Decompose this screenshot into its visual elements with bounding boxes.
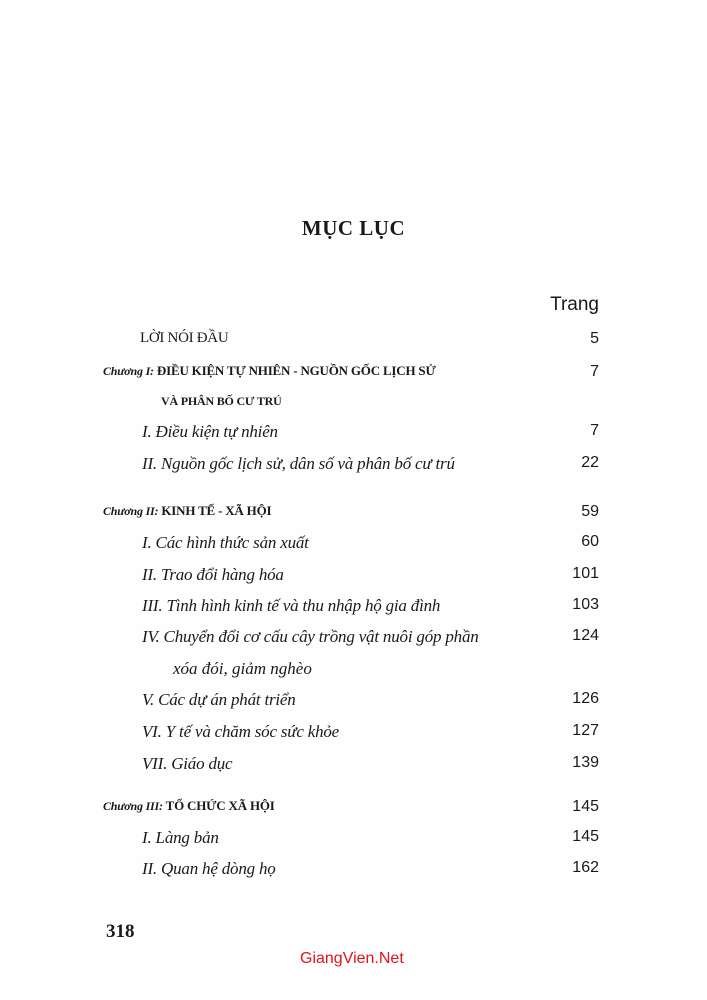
toc-entry-page: 162 <box>572 859 599 876</box>
toc-section <box>0 754 707 784</box>
toc-entry-page: 5 <box>590 330 599 347</box>
toc-entry-page: 59 <box>581 503 599 520</box>
toc-section <box>0 690 707 720</box>
toc-section-label: II. Nguồn gốc lịch sử, dân số và phân bố cư trú <box>142 454 455 473</box>
toc-section <box>0 627 707 657</box>
toc-section-label: I. Các hình thức sản xuất <box>142 533 309 552</box>
toc-entry-preface <box>0 330 707 360</box>
toc-section-label: I. Điều kiện tự nhiên <box>142 422 278 441</box>
toc-chapter-3 <box>0 798 707 828</box>
toc-entry-page: 126 <box>572 690 599 707</box>
toc-section <box>0 454 707 484</box>
toc-entry-page: 145 <box>572 828 599 845</box>
toc-entry-page: 7 <box>590 363 599 380</box>
chapter-heading <box>103 798 275 814</box>
toc-entry-page: 7 <box>590 422 599 439</box>
chapter-title-continuation: VÀ PHÂN BỐ CƯ TRÚ <box>161 394 282 408</box>
toc-entry-page: 145 <box>572 798 599 815</box>
toc-chapter-1-cont <box>0 394 707 424</box>
toc-section-label: I. Làng bản <box>142 828 219 847</box>
toc-section-label: V. Các dự án phát triển <box>142 690 296 709</box>
toc-entry-page: 101 <box>572 565 599 582</box>
toc-section-cont <box>0 659 707 689</box>
toc-section-label: II. Trao đổi hàng hóa <box>142 565 284 584</box>
chapter-title: ĐIỀU KIỆN TỰ NHIÊN - NGUỒN GỐC LỊCH SỬ <box>156 363 436 378</box>
toc-section-label-continuation: xóa đói, giảm nghèo <box>173 659 312 678</box>
page-number: 318 <box>106 921 135 942</box>
toc-entry-page: 127 <box>572 722 599 739</box>
toc-entry-label: LỜI NÓI ĐẦU <box>140 330 229 346</box>
chapter-prefix: Chương II: <box>103 504 159 518</box>
toc-section-label: II. Quan hệ dòng họ <box>142 859 276 878</box>
toc-section-label: VI. Y tế và chăm sóc sức khỏe <box>142 722 340 741</box>
toc-chapter-2 <box>0 503 707 533</box>
toc-section <box>0 859 707 889</box>
toc-entry-page: 124 <box>572 627 599 644</box>
chapter-prefix: Chương III: <box>103 799 163 813</box>
toc-section <box>0 596 707 626</box>
toc-section <box>0 565 707 595</box>
chapter-heading <box>103 363 436 379</box>
toc-entry-page: 60 <box>581 533 599 550</box>
toc-section-label: VII. Giáo dục <box>142 754 233 773</box>
chapter-title: TỔ CHỨC XÃ HỘI <box>165 798 275 813</box>
page-title: MỤC LỤC <box>301 216 406 240</box>
toc-entry-page: 139 <box>572 754 599 771</box>
watermark-link[interactable]: GiangVien.Net <box>300 950 404 967</box>
toc-chapter-1 <box>0 363 707 393</box>
toc-entry-page: 22 <box>581 454 599 471</box>
toc-section <box>0 828 707 858</box>
toc-section <box>0 533 707 563</box>
chapter-heading <box>103 503 271 519</box>
chapter-title: KINH TẾ - XÃ HỘI <box>161 503 272 518</box>
toc-section-label: IV. Chuyển đổi cơ cấu cây trồng vật nuôi góp phần <box>142 627 479 646</box>
chapter-prefix: Chương I: <box>103 364 154 378</box>
toc-section-label: III. Tình hình kinh tế và thu nhập hộ gia đình <box>142 596 441 615</box>
page-column-header: Trang <box>550 294 599 315</box>
toc-section <box>0 722 707 752</box>
toc-entry-page: 103 <box>572 596 599 613</box>
toc-section <box>0 422 707 452</box>
